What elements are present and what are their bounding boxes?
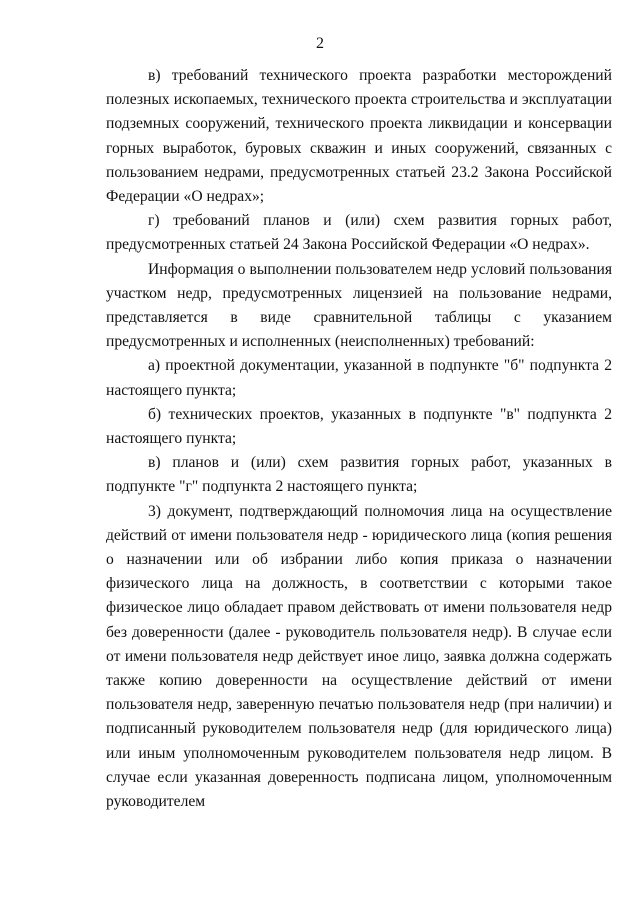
paragraph-item-b-technical-projects: б) технических проектов, указанных в подпункте "в" подпункта 2 настоящего пункта; xyxy=(106,405,612,448)
paragraph-item-a-project-documentation: а) проектной документации, указанной в подпункте "б" подпункта 2 настоящего пункта; xyxy=(106,357,612,399)
paragraph-item-v-mining-plans: в) планов и (или) схем развития горных работ, указанных в подпункте "г" подпункта 2 настоящего пункта; xyxy=(106,454,612,496)
paragraph-compliance-information: Информация о выполнении пользователем недр условий пользования участком недр, предусмотренных лицензией на пользование недрами, представляется в виде сравнительной таблицы с указанием предусмотренных и исполненных (неисполненных) требований: xyxy=(106,260,612,351)
document-body xyxy=(106,64,612,814)
paragraph-item-v-technical-projects: в) требований технического проекта разработки месторождений полезных ископаемых, технического проекта строительства и эксплуатации подземных сооружений, технического проекта ликвидации и консервации горных выработок, буровых скважин и иных сооружений, связанных с пользованием недрами, предусмотренных статьей 23.2 Закона Российской Федерации «О недрах»; xyxy=(106,67,612,206)
page-number: 2 xyxy=(316,35,324,52)
paragraph-item-3-authority-document: 3) документ, подтверждающий полномочия лица на осуществление действий от имени пользователя недр - юридического лица (копия решения о назначении или об избрании либо копия приказа о назначении физического лица на должность, в соответствии с которыми такое физическое лицо обладает правом действовать от имени пользователя недр без доверенности (далее - руководитель пользователя недр). В случае если от имени пользователя недр действует иное лицо, заявка должна содержать также копию доверенности на осуществление действий от имени пользователя недр, заверенную печатью пользователя недр (при наличии) и подписанный руководителем пользователя недр (для юридического лица) или иным уполномоченным руководителем пользователя недр лицом. В случае если указанная доверенность подписана лицом, уполномоченным руководителем xyxy=(106,502,612,811)
paragraph-item-g-mining-plans: г) требований планов и (или) схем развития горных работ, предусмотренных статьей 24 Закона Российской Федерации «О недрах». xyxy=(106,212,612,254)
